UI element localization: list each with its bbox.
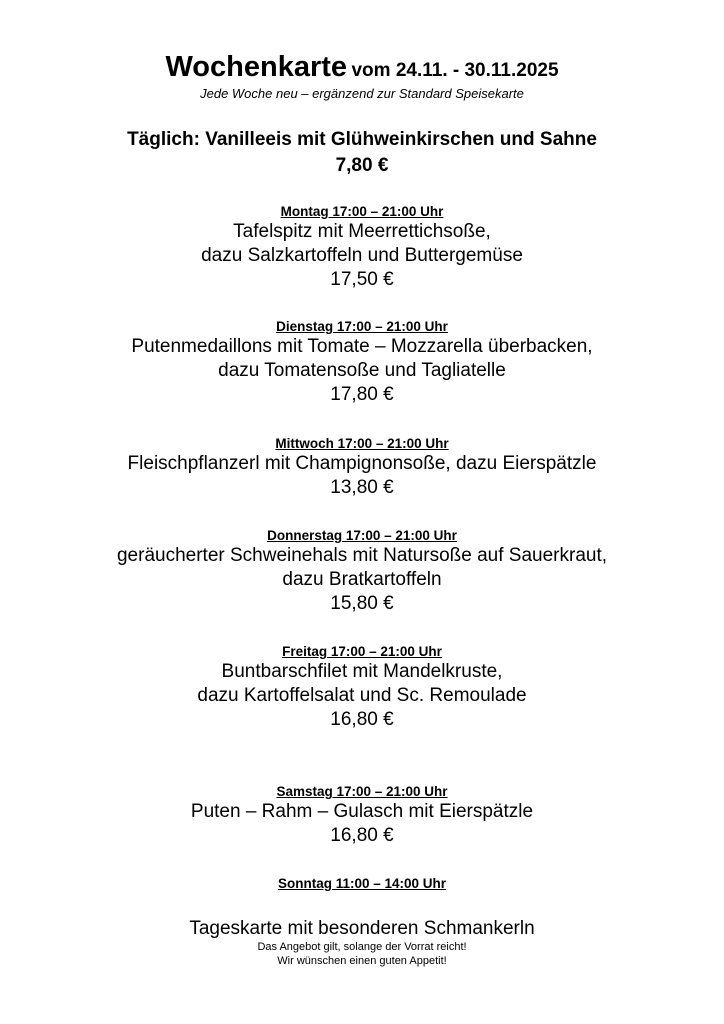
daily-special-text: Täglich: Vanilleeis mit Glühweinkirschen und Sahne — [127, 129, 597, 150]
day-heading: Samstag 17:00 – 21:00 Uhr — [276, 784, 448, 799]
day-sunday — [0, 876, 724, 892]
dish-price: 15,80 € — [330, 593, 394, 614]
title-main: Wochenkarte — [165, 51, 348, 83]
dish-price: 16,80 € — [330, 709, 394, 730]
footer-note: Das Angebot gilt, solange der Vorrat reicht! — [257, 941, 467, 953]
footer-title: Tageskarte mit besonderen Schmankerln — [189, 918, 535, 939]
dish-line: dazu Kartoffelsalat und Sc. Remoulade — [197, 685, 527, 706]
dish-line: Puten – Rahm – Gulasch mit Eierspätzle — [190, 801, 534, 822]
dish-line: Buntbarschfilet mit Mandelkruste, — [221, 661, 503, 682]
day-heading: Sonntag 11:00 – 14:00 Uhr — [277, 876, 447, 891]
day-heading: Montag 17:00 – 21:00 Uhr — [280, 204, 444, 219]
dish-price: 16,80 € — [330, 825, 394, 846]
dish-price: 17,50 € — [330, 269, 394, 290]
dish-line: Tafelspitz mit Meerrettichsoße, — [233, 221, 491, 242]
day-heading: Dienstag 17:00 – 21:00 Uhr — [276, 319, 448, 334]
day-heading: Mittwoch 17:00 – 21:00 Uhr — [275, 436, 449, 451]
day-heading: Donnerstag 17:00 – 21:00 Uhr — [267, 528, 457, 543]
dish-line: dazu Tomatensoße und Tagliatelle — [218, 360, 506, 381]
dish-line: dazu Bratkartoffeln — [282, 569, 442, 590]
title-date: vom 24.11. - 30.11.2025 — [351, 60, 559, 81]
daily-special-price: 7,80 € — [335, 155, 389, 176]
dish-line: Putenmedaillons mit Tomate – Mozzarella überbacken, — [131, 336, 593, 357]
dish-price: 17,80 € — [330, 384, 394, 405]
day-monday — [0, 204, 724, 292]
day-heading: Freitag 17:00 – 21:00 Uhr — [282, 644, 442, 659]
day-friday — [0, 644, 724, 732]
page-subtitle: Jede Woche neu – ergänzend zur Standard Speisekarte — [200, 86, 524, 101]
dish-price: 13,80 € — [330, 477, 394, 498]
footer-note: Wir wünschen einen guten Appetit! — [277, 955, 447, 967]
day-saturday — [0, 784, 724, 848]
day-thursday — [0, 528, 724, 616]
dish-line: Fleischpflanzerl mit Champignonsoße, dazu Eierspätzle — [127, 453, 597, 474]
dish-line: dazu Salzkartoffeln und Buttergemüse — [201, 245, 523, 266]
dish-line: geräucherter Schweinehals mit Natursoße auf Sauerkraut, — [116, 545, 608, 566]
day-tuesday — [0, 319, 724, 407]
page-title — [0, 50, 724, 89]
daily-special — [0, 127, 724, 179]
day-wednesday — [0, 436, 724, 500]
